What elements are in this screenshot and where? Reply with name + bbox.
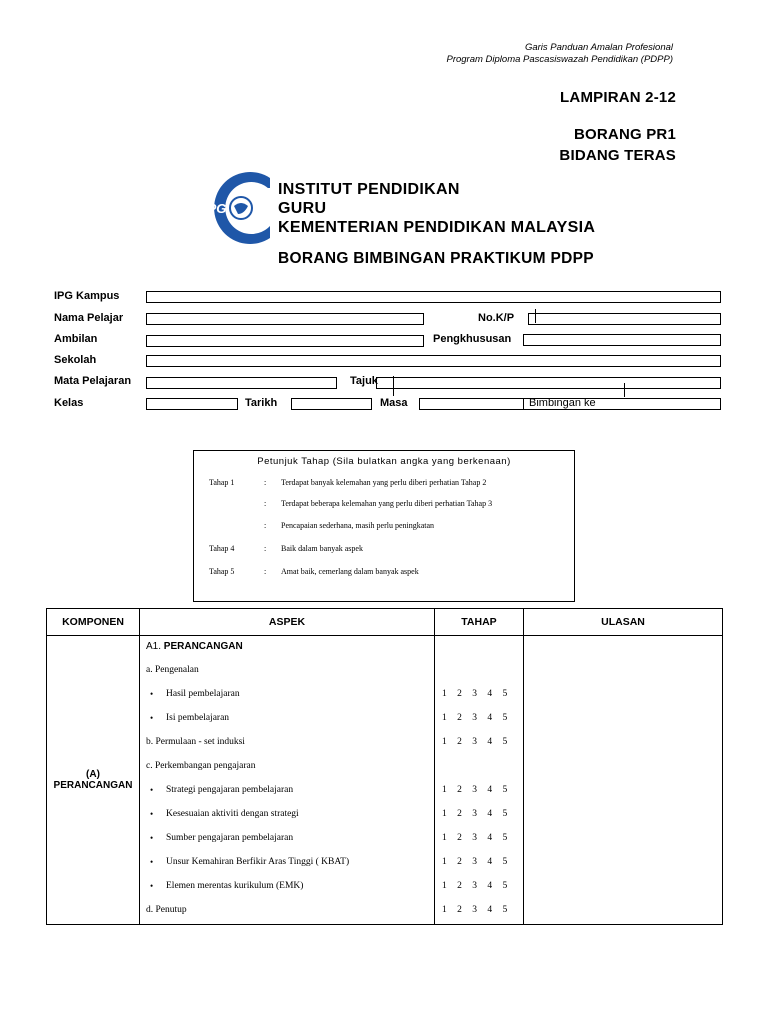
komponen-name: PERANCANGAN: [53, 780, 133, 791]
aspek-cell: [140, 636, 435, 925]
header-program-title: Program Diploma Pascasiswazah Pendidikan (PDPP): [446, 54, 673, 65]
aspek-item-label: d. Penutup: [146, 905, 187, 915]
aspek-item-label: Isi pembelajaran: [166, 713, 230, 723]
aspek-item-label: c. Perkembangan pengajaran: [146, 761, 256, 771]
tajuk-field[interactable]: [376, 377, 721, 389]
tajuk-label: Tajuk: [350, 375, 378, 387]
institute-line-2: GURU: [278, 200, 327, 217]
komponen-code: (A): [86, 769, 100, 780]
tarikh-field[interactable]: [291, 398, 372, 410]
tahap-scale[interactable]: 1 2 3 4 5: [442, 809, 508, 819]
header-tahap: TAHAP: [435, 609, 524, 636]
aspek-item-label: Unsur Kemahiran Berfikir Aras Tinggi ( KBAT): [166, 857, 350, 867]
pengkhususan-field[interactable]: [523, 334, 721, 346]
logo-text: IPG: [204, 201, 227, 216]
aspek-item-label: Elemen merentas kurikulum (EMK): [166, 881, 304, 891]
tahap-scale[interactable]: 1 2 3 4 5: [442, 833, 508, 843]
aspek-item-label: a. Pengenalan: [146, 665, 199, 675]
header-komponen: KOMPONEN: [47, 609, 140, 636]
ipg-logo: [200, 170, 274, 246]
tahap-scale[interactable]: 1 2 3 4 5: [442, 905, 508, 915]
tahap-scale[interactable]: 1 2 3 4 5: [442, 857, 508, 867]
assessment-table: [46, 608, 723, 925]
tahap-scale[interactable]: 1 2 3 4 5: [442, 881, 508, 891]
kelas-label: Kelas: [54, 397, 84, 409]
sekolah-label: Sekolah: [54, 354, 97, 366]
masa-divider: [523, 398, 524, 410]
komponen-cell: [47, 636, 140, 925]
no-kp-field[interactable]: [528, 313, 721, 325]
ulasan-cell[interactable]: [524, 636, 723, 925]
header-aspek: ASPEK: [140, 609, 435, 636]
bullet-icon: •: [150, 881, 154, 891]
nama-pelajar-field[interactable]: [146, 313, 424, 325]
bidang-label: BIDANG TERAS: [559, 147, 676, 164]
mata-pelajaran-field[interactable]: [146, 377, 337, 389]
ambilan-field[interactable]: [146, 335, 424, 347]
tahap-cell[interactable]: [435, 636, 524, 925]
ipg-kampus-field[interactable]: [146, 291, 721, 303]
tahap-scale[interactable]: 1 2 3 4 5: [442, 737, 508, 747]
header-guide-title: Garis Panduan Amalan Profesional: [524, 42, 673, 53]
institute-line-1: INSTITUT PENDIDIKAN: [278, 181, 460, 198]
header-ulasan: ULASAN: [524, 609, 723, 636]
bullet-icon: •: [150, 689, 154, 699]
institute-line-3: KEMENTERIAN PENDIDIKAN MALAYSIA: [278, 219, 596, 236]
pengkhususan-label: Pengkhususan: [433, 333, 512, 345]
borang-label: BORANG PR1: [573, 126, 676, 143]
aspek-item-label: Sumber pengajaran pembelajaran: [166, 833, 294, 843]
tahap-scale[interactable]: 1 2 3 4 5: [442, 713, 508, 723]
no-kp-label: No.K/P: [478, 312, 515, 324]
aspek-item-label: Strategi pengajaran pembelajaran: [166, 785, 294, 795]
lampiran-label: LAMPIRAN 2-12: [560, 89, 676, 106]
tajuk-tick-1: [393, 376, 394, 396]
petunjuk-box: Petunjuk Tahap (Sila bulatkan angka yang berkenaan) Tahap 1 : Terdapat banyak kelemahan yang perlu diberi perhatian Tahap 2 : Terdapat beberapa kelemahan yang perlu diberi perhatian Tahap 3 : Pencapaian sederhana, masih perlu peningkatan Tahap 4 : Baik dalam banyak aspek Tahap 5 : Amat baik, cemerlang dalam banyak aspek: [193, 450, 575, 602]
bullet-icon: •: [150, 785, 154, 795]
bullet-icon: •: [150, 809, 154, 819]
tarikh-label: Tarikh: [245, 397, 278, 409]
bullet-icon: •: [150, 857, 154, 867]
bullet-icon: •: [150, 713, 154, 723]
mata-pelajaran-label: Mata Pelajaran: [54, 375, 132, 387]
table-row: [47, 636, 723, 925]
form-title: BORANG BIMBINGAN PRAKTIKUM PDPP: [278, 250, 594, 267]
bullet-icon: •: [150, 833, 154, 843]
tajuk-tick-2: [624, 383, 625, 397]
petunjuk-title: Petunjuk Tahap (Sila bulatkan angka yang berkenaan): [257, 456, 511, 467]
tahap-scale[interactable]: 1 2 3 4 5: [442, 785, 508, 795]
table-header-row: [47, 609, 723, 636]
sekolah-field[interactable]: [146, 355, 721, 367]
bimbingan-ke-label: Bimbingan ke: [529, 397, 596, 409]
ambilan-label: Ambilan: [54, 333, 98, 345]
ipg-kampus-label: IPG Kampus: [54, 290, 120, 302]
aspek-item-label: Hasil pembelajaran: [166, 689, 240, 699]
section-heading: A1. PERANCANGAN: [146, 641, 243, 652]
nama-pelajar-label: Nama Pelajar: [54, 312, 124, 324]
tahap-scale[interactable]: 1 2 3 4 5: [442, 689, 508, 699]
no-kp-tick: [535, 309, 536, 323]
masa-label: Masa: [380, 397, 408, 409]
kelas-field[interactable]: [146, 398, 238, 410]
aspek-item-label: b. Permulaan - set induksi: [146, 737, 245, 747]
aspek-item-label: Kesesuaian aktiviti dengan strategi: [166, 809, 299, 819]
